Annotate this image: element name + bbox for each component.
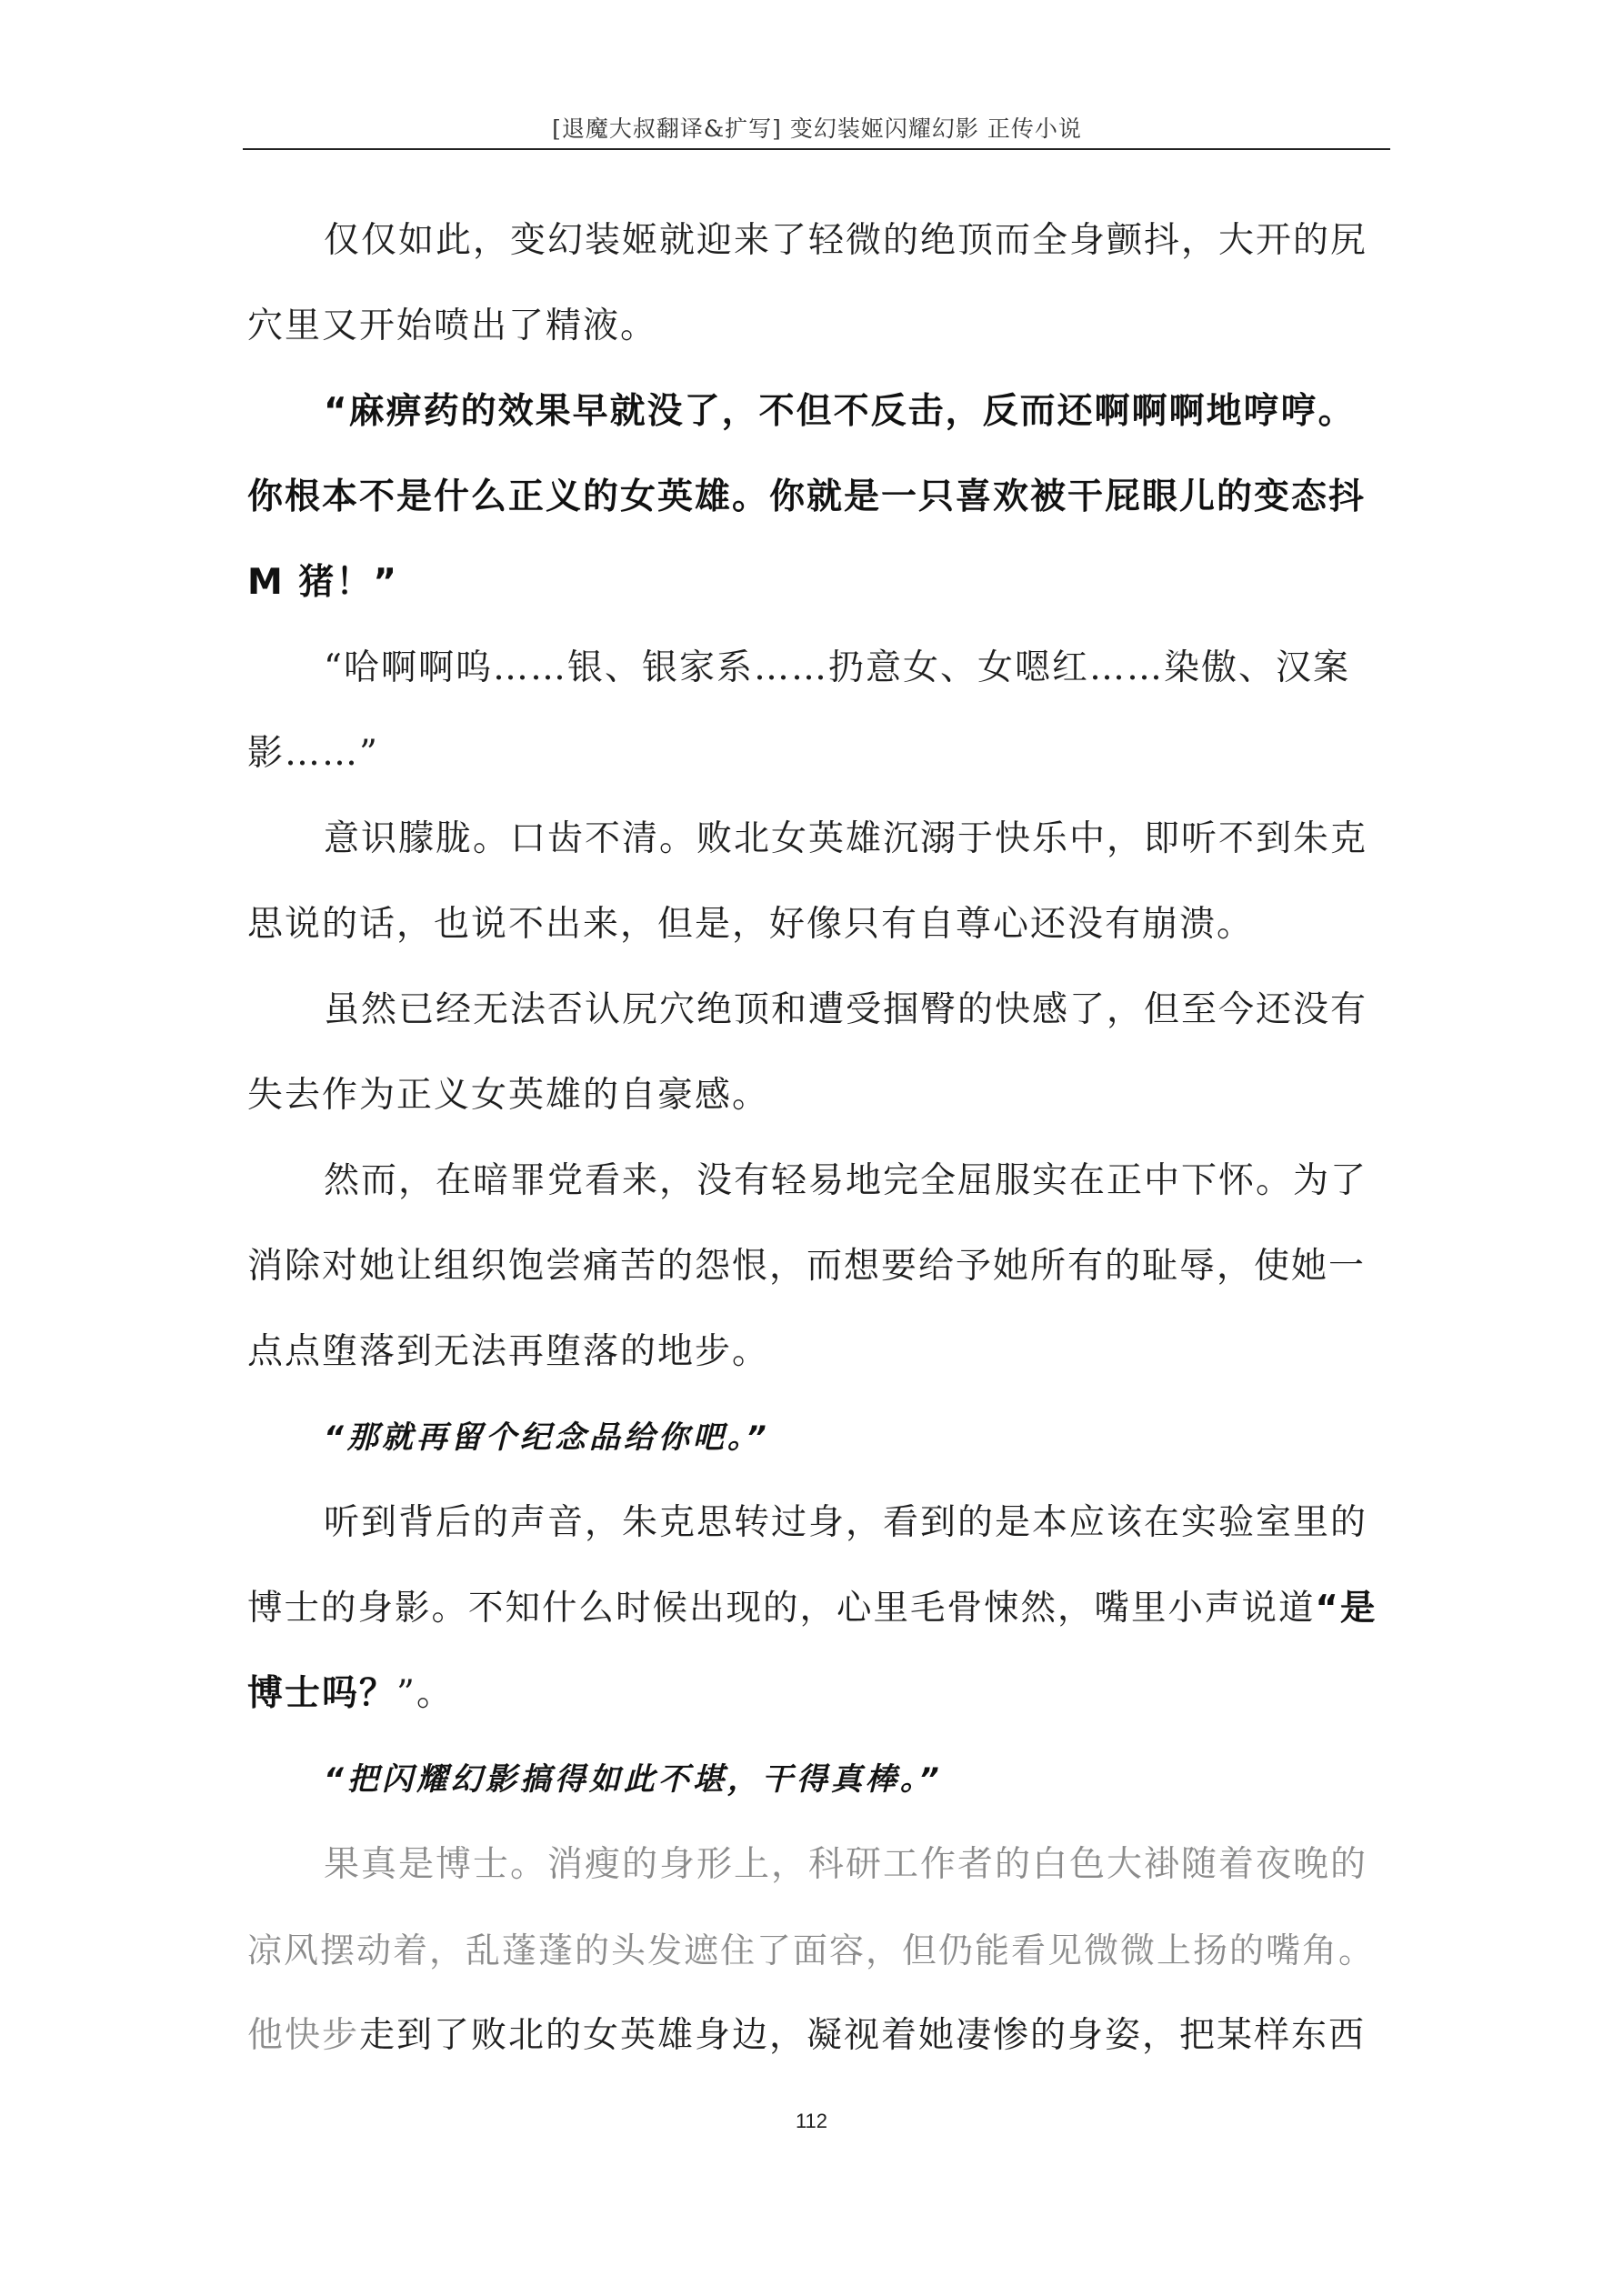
text-run: 果真是博士 — [324, 1844, 511, 1885]
text-line: 思说的话，也说不出来，但是，好像只有自尊心还没有崩溃。 — [247, 904, 1255, 945]
text-line: 仅仅如此，变幻装姬就迎来了轻微的绝顶而全身颤抖，大开的尻 — [324, 220, 1368, 261]
text-line — [247, 1671, 1387, 1717]
dialogue-line: “哈啊啊呜……银、银家系……扔意女、女嗯红……染傲、汉案 — [324, 647, 1350, 688]
text-line: 然而，在暗罪党看来，没有轻易地完全屈服实在正中下怀。为了 — [324, 1160, 1368, 1201]
dialogue-line: 你根本不是什么正义的女英雄。你就是一只喜欢被干屁眼儿的变态抖 — [247, 476, 1367, 517]
text-line: 虽然已经无法否认尻穴绝顶和遭受掴臀的快感了，但至今还没有 — [324, 989, 1368, 1030]
text-run: 他快步 — [247, 2015, 360, 2056]
text-line: 意识朦胧。口齿不清。败北女英雄沉溺于快乐中，即听不到朱克 — [324, 818, 1368, 859]
text-run: 博士的身影。不知什么时候出现的，心里毛骨悚然，嘴里小声说道 — [247, 1588, 1316, 1629]
text-line — [247, 1586, 1387, 1631]
text-line: 穴里又开始喷出了精液。 — [247, 306, 658, 346]
dialogue-line: M 猪！” — [247, 562, 399, 603]
header-rule — [243, 148, 1390, 150]
text-run: ”。 — [396, 1673, 454, 1714]
text-line: 点点堕落到无法再堕落的地步。 — [247, 1331, 770, 1372]
text-line: 凉风摆动着，乱蓬蓬的头发遮住了面容，但仍能看见微微上扬的嘴角。 — [247, 1930, 1376, 1970]
text-line: 消除对她让组织饱尝痛苦的怨恨，而想要给予她所有的耻辱，使她一 — [247, 1246, 1367, 1287]
text-line — [324, 1842, 1387, 1888]
text-line: 失去作为正义女英雄的自豪感。 — [247, 1075, 770, 1116]
text-run: “是 — [1315, 1588, 1378, 1629]
text-run: 博士吗？ — [247, 1673, 397, 1714]
text-run: 走到了败北的女英雄身边，凝视着她凄惨的身姿，把某样东西 — [359, 2015, 1367, 2056]
dialogue-line: “麻痹药的效果早就没了，不但不反击，反而还啊啊啊地哼哼。 — [324, 391, 1356, 432]
text-line: 听到背后的声音，朱克思转过身，看到的是本应该在实验室里的 — [324, 1502, 1368, 1543]
dialogue-line: 影……” — [247, 733, 379, 774]
page-number: 112 — [795, 2110, 828, 2132]
dialogue-line: “那就再留个纪念品给你吧。” — [324, 1419, 770, 1456]
text-run: 。消瘦的身形上，科研工作者的白色大褂随着夜晚的 — [510, 1844, 1368, 1885]
text-line — [247, 2013, 1387, 2059]
dialogue-line: “把闪耀幻影搞得如此不堪，干得真棒。” — [324, 1761, 943, 1798]
running-header: [退魔大叔翻译&扩写] 变幻装姬闪耀幻影 正传小说 — [552, 115, 1082, 142]
